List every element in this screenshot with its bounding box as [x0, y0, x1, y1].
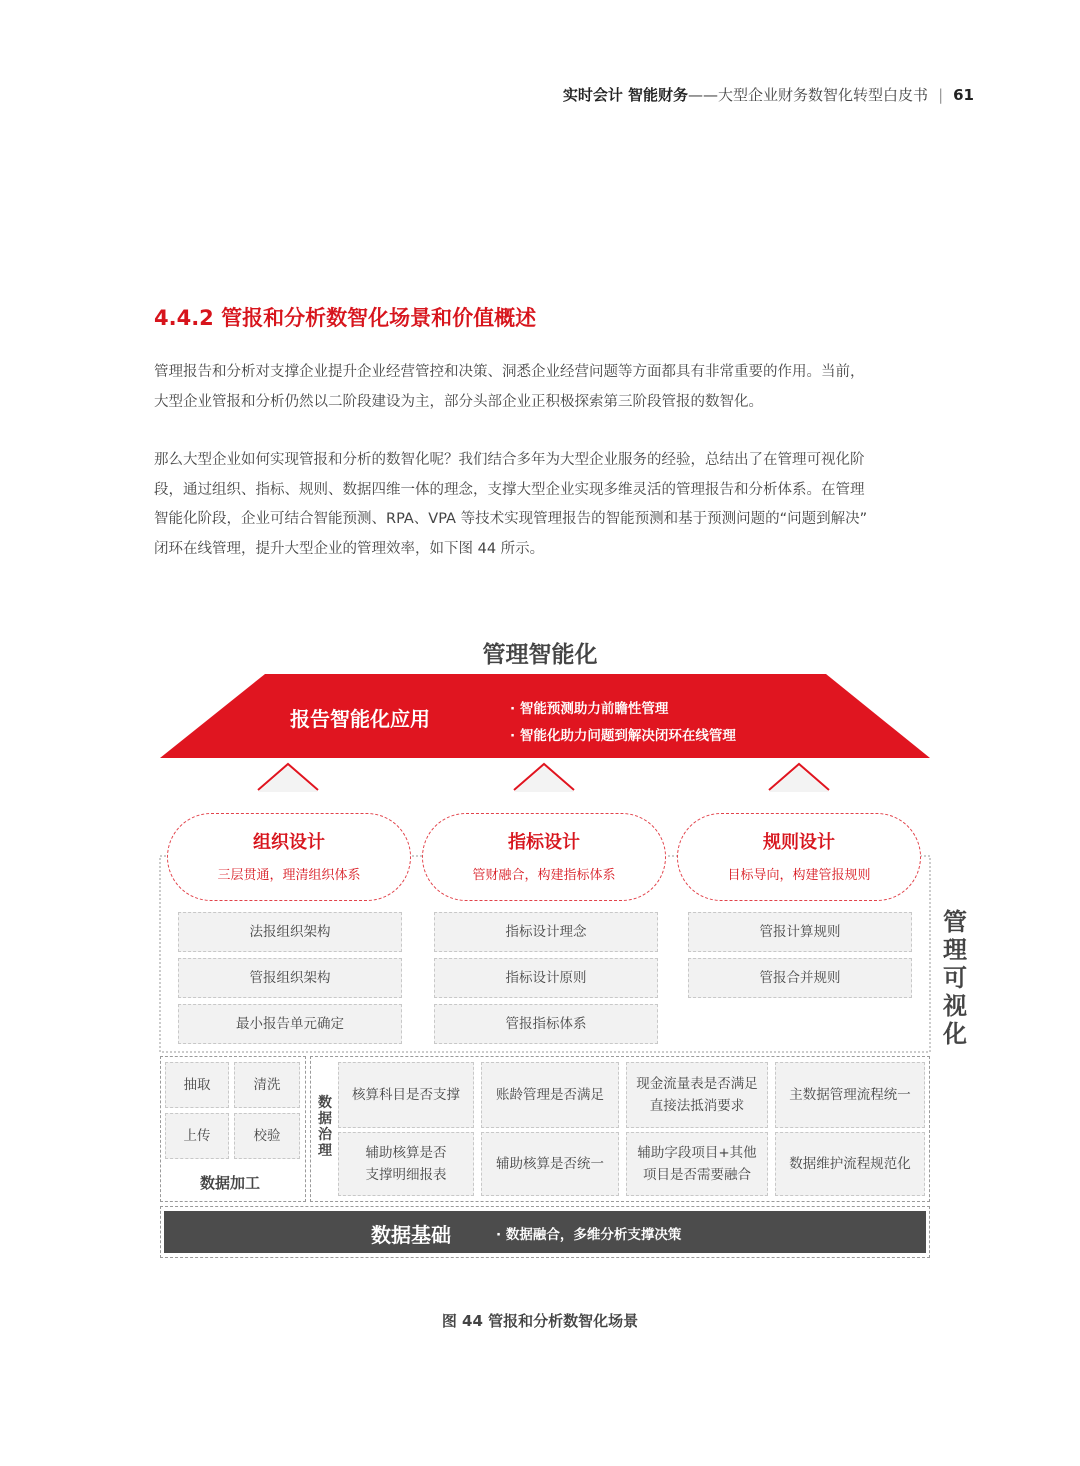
- roof-bullet-1: · 智能预测助力前瞻性管理: [510, 701, 669, 717]
- chevron-fades: [258, 766, 829, 792]
- pillar-item: 最小报告单元确定: [178, 1004, 402, 1044]
- paragraph-line: 大型企业管报和分析仍然以二阶段建设为主，部分头部企业正积极探索第三阶段管报的数智化。: [154, 393, 763, 410]
- governance-item: 现金流量表是否满足 直接法抵消要求: [626, 1062, 768, 1128]
- pillar-indicator-header: [422, 813, 666, 901]
- side-label-management-visualization: [940, 908, 970, 1048]
- roof-bullet-2: · 智能化助力问题到解决闭环在线管理: [510, 728, 736, 744]
- governance-item: 辅助字段项目+其他 项目是否需要融合: [626, 1132, 768, 1196]
- foundation-bullet: · 数据融合，多维分析支撑决策: [496, 1227, 682, 1243]
- header-title-rest: ——大型企业财务数智化转型白皮书: [688, 86, 929, 104]
- roof-title: 报告智能化应用: [290, 707, 430, 731]
- governance-item: 辅助核算是否 支撑明细报表: [338, 1132, 474, 1196]
- pillar-item: 管报计算规则: [688, 912, 912, 952]
- paragraph-line: 智能化阶段，企业可结合智能预测、RPA、VPA 等技术实现管理报告的智能预测和基于预测问题的“问题到解决”: [154, 511, 868, 527]
- pillar-subtitle: 三层贯通，理清组织体系: [217, 868, 361, 883]
- governance-label-char: 理: [318, 1143, 332, 1159]
- governance-label-char: 治: [318, 1127, 332, 1143]
- pillar-org-header: [167, 813, 411, 901]
- governance-item: 账龄管理是否满足: [481, 1062, 619, 1128]
- header-separator: |: [938, 86, 944, 104]
- governance-item: 主数据管理流程统一: [775, 1062, 925, 1128]
- section-title: 4.4.2 管报和分析数智化场景和价值概述: [154, 306, 537, 330]
- governance-label-char: 数: [318, 1095, 332, 1111]
- diagram-top-title: 管理智能化: [482, 642, 598, 668]
- side-label-char: 管: [943, 908, 967, 936]
- governance-item: 辅助核算是否统一: [481, 1132, 619, 1196]
- data-processing-item: 上传: [165, 1113, 229, 1159]
- pillar-title: 组织设计: [253, 832, 325, 853]
- pillar-title: 指标设计: [508, 832, 580, 853]
- data-processing-item: 抽取: [165, 1062, 229, 1108]
- pillar-item: 指标设计理念: [434, 912, 658, 952]
- data-processing-item: 校验: [234, 1113, 300, 1159]
- pillar-subtitle: 管财融合，构建指标体系: [472, 868, 616, 883]
- side-label-char: 化: [943, 1020, 967, 1048]
- paragraph-line: 段，通过组织、指标、规则、数据四维一体的理念，支撑大型企业实现多维灵活的管理报告和分析体系。在管理: [154, 481, 865, 498]
- pillar-item: 管报合并规则: [688, 958, 912, 998]
- foundation-title: 数据基础: [371, 1223, 451, 1247]
- data-processing-label: 数据加工: [199, 1174, 260, 1192]
- data-governance-label: [315, 1095, 335, 1159]
- pillar-title: 规则设计: [763, 832, 835, 853]
- side-label-char: 可: [943, 964, 967, 992]
- page-number: 61: [953, 86, 974, 104]
- paragraph-line: 那么大型企业如何实现管报和分析的数智化呢？我们结合多年为大型企业服务的经验，总结出了在管理可视化阶: [154, 452, 865, 468]
- governance-item: 数据维护流程规范化: [775, 1132, 925, 1196]
- pillar-item: 法报组织架构: [178, 912, 402, 952]
- paragraph-line: 闭环在线管理，提升大型企业的管理效率，如下图 44 所示。: [154, 540, 545, 557]
- pillar-subtitle: 目标导向，构建管报规则: [727, 868, 871, 883]
- pillar-rule-header: [677, 813, 921, 901]
- figure-caption: 图 44 管报和分析数智化场景: [441, 1312, 639, 1330]
- pillar-item: 管报组织架构: [178, 958, 402, 998]
- pillar-item: 管报指标体系: [434, 1004, 658, 1044]
- header-title-bold: 实时会计 智能财务: [562, 86, 689, 104]
- pillar-item: 指标设计原则: [434, 958, 658, 998]
- governance-label-char: 据: [318, 1111, 332, 1127]
- data-processing-item: 清洗: [234, 1062, 300, 1108]
- side-label-char: 视: [943, 992, 967, 1020]
- paragraph-line: 管理报告和分析对支撑企业提升企业经营管控和决策、洞悉企业经营问题等方面都具有非常重要的作用。当前，: [154, 364, 865, 380]
- governance-item: 核算科目是否支撑: [338, 1062, 474, 1128]
- side-label-char: 理: [943, 936, 967, 964]
